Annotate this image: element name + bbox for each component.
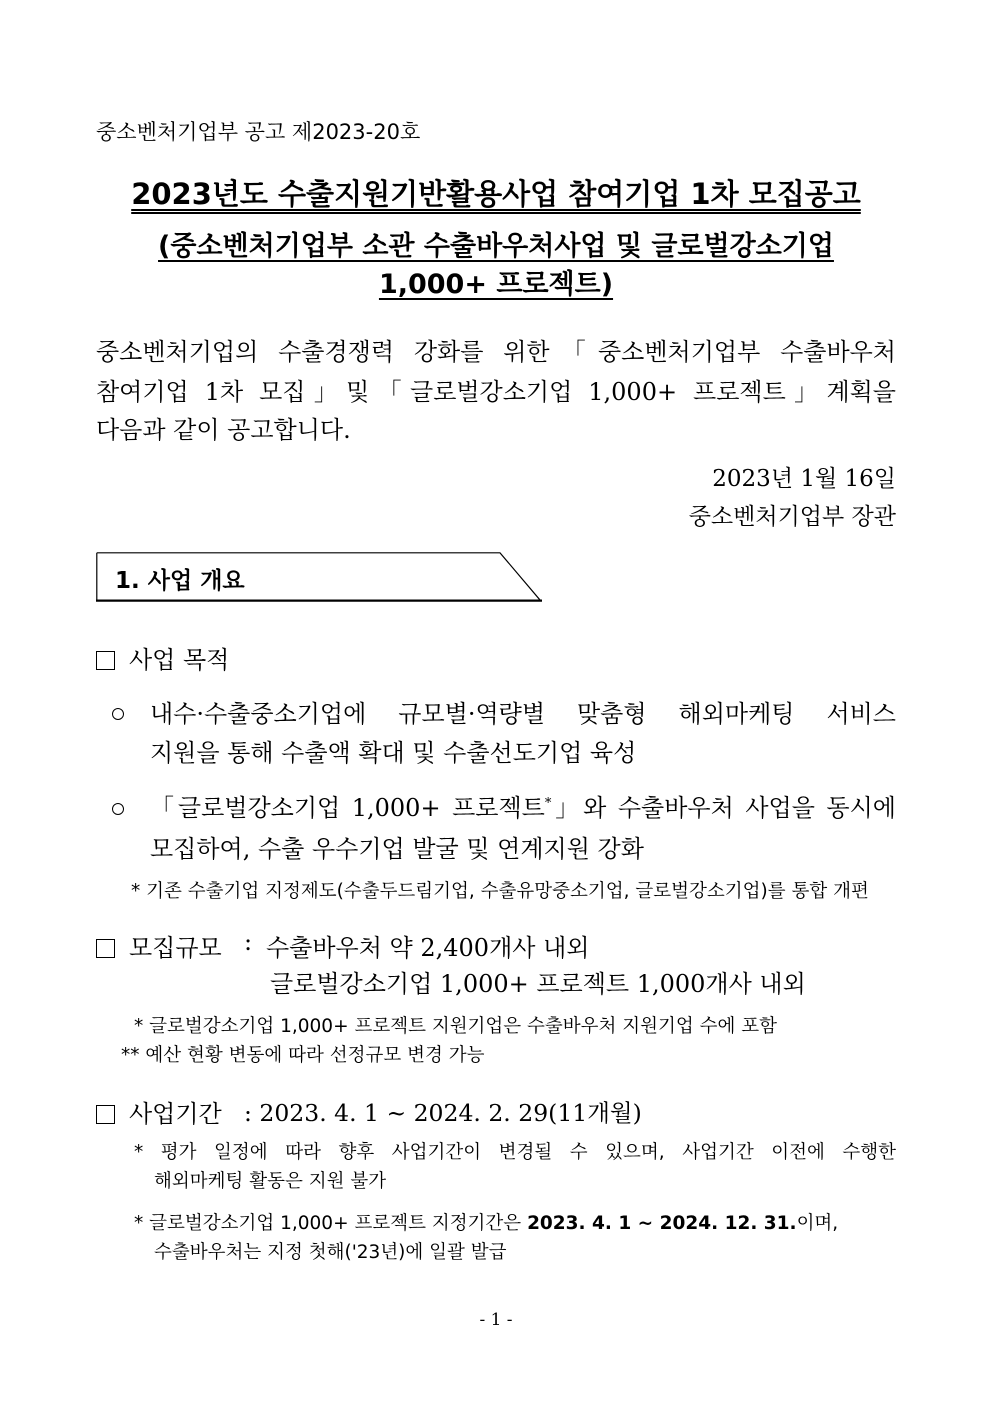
period-note1-line2: 해외마케팅 활동은 지원 불가 — [154, 1171, 387, 1192]
purpose-bullet1-line2: 지원을 통해 수출액 확대 및 수출선도기업 육성 — [150, 739, 637, 767]
notice-date: 2023년 1월 16일 — [712, 466, 896, 492]
period-heading — [96, 1094, 222, 1129]
note2-post: 이며, — [796, 1213, 839, 1234]
purpose-heading-label: 사업 목적 — [129, 646, 230, 674]
period-value: : 2023. 4. 1 ~ 2024. 2. 29(11개월) — [244, 1099, 642, 1127]
notice-number: 중소벤처기업부 공고 제2023-20호 — [96, 120, 421, 144]
period-heading-label: 사업기간 — [129, 1100, 222, 1128]
circle-bullet-icon — [112, 799, 124, 826]
period-note2-line1 — [134, 1209, 838, 1235]
intro-line-2: 참여기업 1차 모집」및「글로벌강소기업 1,000+ 프로젝트」계획을 — [96, 378, 896, 406]
intro-line-3: 다음과 같이 공고합니다. — [96, 416, 351, 444]
intro-line-1: 중소벤처기업의 수출경쟁력 강화를 위한「중소벤처기업부 수출바우처 — [96, 338, 896, 366]
section-title: 1. 사업 개요 — [115, 568, 245, 594]
document-subtitle-line2: 1,000+ 프로젝트) — [378, 269, 614, 300]
circle-bullet-icon — [112, 704, 124, 731]
period-note1-line1: * 평가 일정에 따라 향후 사업기간이 변경될 수 있으며, 사업기간 이전에 수행한 — [134, 1142, 896, 1163]
period-note2-line2: 수출바우처는 지정 첫해('23년)에 일괄 발급 — [154, 1242, 507, 1263]
bullet2-text-post: 」와 수출바우처 사업을 동시에 — [551, 794, 896, 822]
scale-note2: ** 예산 현황 변동에 따라 선정규모 변경 가능 — [121, 1045, 485, 1066]
scale-line1: 수출바우처 약 2,400개사 내외 — [266, 934, 590, 962]
purpose-bullet1-line1: 내수·수출중소기업에 규모별·역량별 맞춤형 해외마케팅 서비스 — [150, 700, 896, 728]
checkbox-square-icon — [96, 939, 115, 958]
notice-signer: 중소벤처기업부 장관 — [688, 504, 896, 530]
note2-pre: * 글로벌강소기업 1,000+ 프로젝트 지정기간은 — [134, 1213, 528, 1234]
bullet2-text-pre: 「글로벌강소기업 1,000+ 프로젝트 — [150, 794, 545, 822]
footnote-marker: * — [544, 796, 552, 811]
scale-heading — [96, 928, 222, 963]
purpose-bullet2-line1 — [150, 788, 896, 823]
scale-line2: 글로벌강소기업 1,000+ 프로젝트 1,000개사 내외 — [270, 970, 806, 998]
scale-colon: : — [244, 928, 253, 956]
purpose-footnote: * 기존 수출기업 지정제도(수출두드림기업, 수출유망중소기업, 글로벌강소기업)를 통합 개편 — [131, 881, 869, 902]
designation-period: 2023. 4. 1 ~ 2024. 12. 31. — [527, 1213, 797, 1234]
scale-note1: * 글로벌강소기업 1,000+ 프로젝트 지원기업은 수출바우처 지원기업 수에 포함 — [134, 1016, 778, 1037]
purpose-bullet2-line2: 모집하여, 수출 우수기업 발굴 및 연계지원 강화 — [150, 835, 644, 863]
document-title: 2023년도 수출지원기반활용사업 참여기업 1차 모집공고 — [131, 177, 861, 211]
checkbox-square-icon — [96, 651, 115, 670]
document-subtitle-line1: (중소벤처기업부 소관 수출바우처사업 및 글로벌강소기업 — [158, 231, 834, 262]
purpose-heading — [96, 640, 229, 675]
scale-heading-label: 모집규모 — [129, 934, 222, 962]
checkbox-square-icon — [96, 1105, 115, 1124]
page-number: - 1 - — [479, 1310, 513, 1330]
